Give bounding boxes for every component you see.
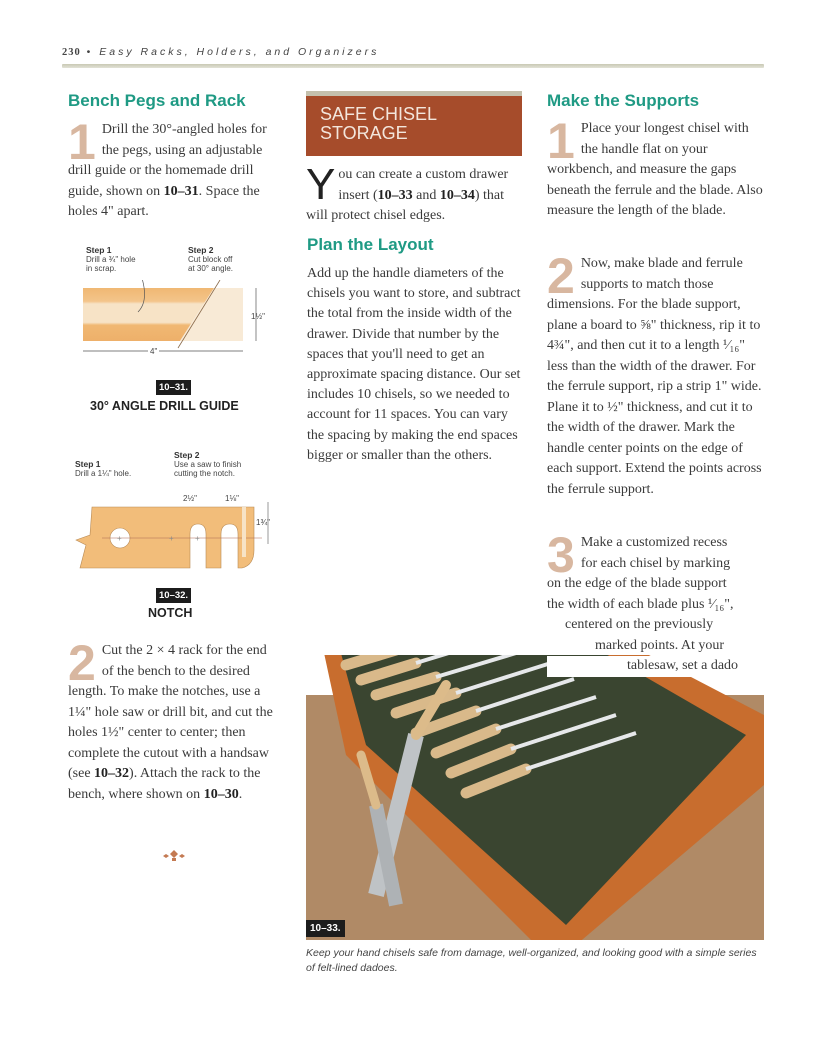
step-number: 3 <box>547 527 575 583</box>
fig31-step1-text: in scrap. <box>86 264 117 273</box>
chisel-drawer-illustration <box>306 655 764 940</box>
step-line: tablesaw, set a dado <box>547 656 767 677</box>
fig32-step2-text: cutting the notch. <box>174 469 235 478</box>
fig31-step1-text: Drill a ¾" hole <box>86 255 136 264</box>
intro-text: ou can create a custom drawer insert ( <box>338 167 509 203</box>
intro-paragraph <box>306 160 522 227</box>
fig31-step1-label <box>86 246 136 273</box>
step-line: marked points. At your <box>595 637 725 653</box>
fig31-dim-width: 4" <box>150 347 158 356</box>
right-step-3 <box>547 527 767 677</box>
fig32-step1-text: Drill a 1¼" hole. <box>75 469 132 478</box>
drop-cap: Y <box>306 160 336 209</box>
svg-text:+: + <box>195 534 200 543</box>
step-text: ). Attach the rack to the bench, where shown on <box>68 766 261 802</box>
sidebar-title <box>320 105 520 143</box>
ornament-icon <box>163 850 185 862</box>
fig32-step1-label <box>75 460 131 478</box>
fig32-step2-text: Use a saw to finish <box>174 460 242 469</box>
figure-ref: 10–33 <box>377 187 413 203</box>
right-step-1 <box>547 113 767 222</box>
header-bullet: • <box>86 46 94 58</box>
figure-ref: 10–31 <box>163 183 199 199</box>
fig32-dim-spacing: 2½" <box>183 494 197 503</box>
step-text: Now, make blade and ferrule supports to match those dimensions. For the blade support, plane a board to ⅝" thickness, rip it to 4¾", and then cut it to a length ¹⁄₁₆" less than the width of the drawer. For the ferrule support, rip a strip 1" wide. Plane it to ½" thickness, and cut it to the width of the drawer. Mark the handle center points on the edge of each support. Extend the points across the ferrule support. <box>547 256 762 497</box>
left-step-2 <box>68 635 280 805</box>
section-title: Easy Racks, Holders, and Organizers <box>99 46 380 58</box>
fig31-step1-title: Step 1 <box>86 245 112 255</box>
step-line: the width of each blade plus ¹⁄₁₆", <box>547 596 734 612</box>
page-number: 230 <box>62 47 81 58</box>
fig31-step2-title: Step 2 <box>188 245 214 255</box>
sidebar-title-line: STORAGE <box>320 123 408 143</box>
step-line: Make a customized recess <box>580 535 728 550</box>
notch-diagram <box>72 500 282 575</box>
sidebar-title-box <box>306 91 522 156</box>
step-text: Place your longest chisel with the handle flat on your workbench, and measure the gaps beneath the ferrule and the blade. Also measure the length of the blade. <box>547 121 763 218</box>
heading-bench-pegs: Bench Pegs and Rack <box>68 91 246 110</box>
fig31-step2-text: at 30° angle. <box>188 264 234 273</box>
step-text: . <box>238 786 243 802</box>
svg-text:+: + <box>117 534 122 543</box>
step-number: 1 <box>547 113 575 169</box>
figure-ref: 10–34 <box>439 187 475 203</box>
sidebar-title-line: SAFE CHISEL <box>320 104 438 124</box>
figure-ref: 10–32 <box>94 766 130 781</box>
step-number: 2 <box>68 635 96 691</box>
heading-plan-layout: Plan the Layout <box>307 235 434 254</box>
fig32-dim-depth: 1¾" <box>256 518 270 527</box>
heading-make-supports: Make the Supports <box>547 91 700 110</box>
step-line: for each chisel by marking <box>580 555 731 571</box>
step-text: Cut the 2 × 4 rack for the end of the bench to the desired length. To make the notches, use a 1¼" hole saw or drill bit, and cut the holes 1½" center to center; then complete the cutout with a handsaw (see <box>68 643 273 781</box>
drill-guide-diagram <box>80 280 280 360</box>
photo-caption: Keep your hand chisels safe from damage, well-organized, and looking good with a simple series of felt-lined dadoes. <box>306 947 757 974</box>
step-number: 2 <box>547 248 575 304</box>
intro-text: and <box>412 187 440 203</box>
step-text: Drill the 30°-angled holes for the pegs, using an adjustable drill guide or the homemade drill guide, shown on <box>68 122 267 199</box>
fig32-step2-title: Step 2 <box>174 450 200 460</box>
fig32-dim-end: 1⅛" <box>225 494 239 503</box>
step-number: 1 <box>68 114 96 170</box>
fig32-caption: NOTCH <box>148 606 193 620</box>
fig31-tag: 10–31. <box>156 380 191 395</box>
rack-board <box>76 507 254 568</box>
header-rule <box>62 64 764 68</box>
step-line: centered on the previously <box>565 617 714 632</box>
figure-ref: 10–30 <box>203 786 239 802</box>
right-step-2 <box>547 248 767 500</box>
running-header <box>62 46 379 58</box>
fig31-caption: 30° ANGLE DRILL GUIDE <box>90 399 239 413</box>
fig32-step2-label <box>174 451 241 478</box>
plan-layout-paragraph: Add up the handle diameters of the chisels you want to store, and subtract the total from the inside width of the drawer. Divide that number by the spaces that you'll need to get an approximate spacing distance. Our set includes 10 chisels, so we needed to account for 11 spaces. You can vary the spacing by making the end spaces bigger or smaller than the others. <box>307 266 521 463</box>
fig31-step2-text: Cut block off <box>188 255 233 264</box>
photo-tag: 10–33. <box>306 920 345 937</box>
fig32-tag: 10–32. <box>156 588 191 603</box>
chisel-drawer-photo <box>306 655 764 940</box>
fig31-dim-height: 1½" <box>251 312 265 321</box>
fig32-step1-title: Step 1 <box>75 459 101 469</box>
svg-text:+: + <box>169 534 174 543</box>
intro-text: ) that will protect chisel edges. <box>306 187 504 223</box>
left-step-1 <box>68 114 280 223</box>
fig31-step2-label <box>188 246 233 273</box>
step-text: . Space the holes 4" apart. <box>68 183 260 219</box>
step-line: on the edge of the blade support <box>547 576 727 591</box>
